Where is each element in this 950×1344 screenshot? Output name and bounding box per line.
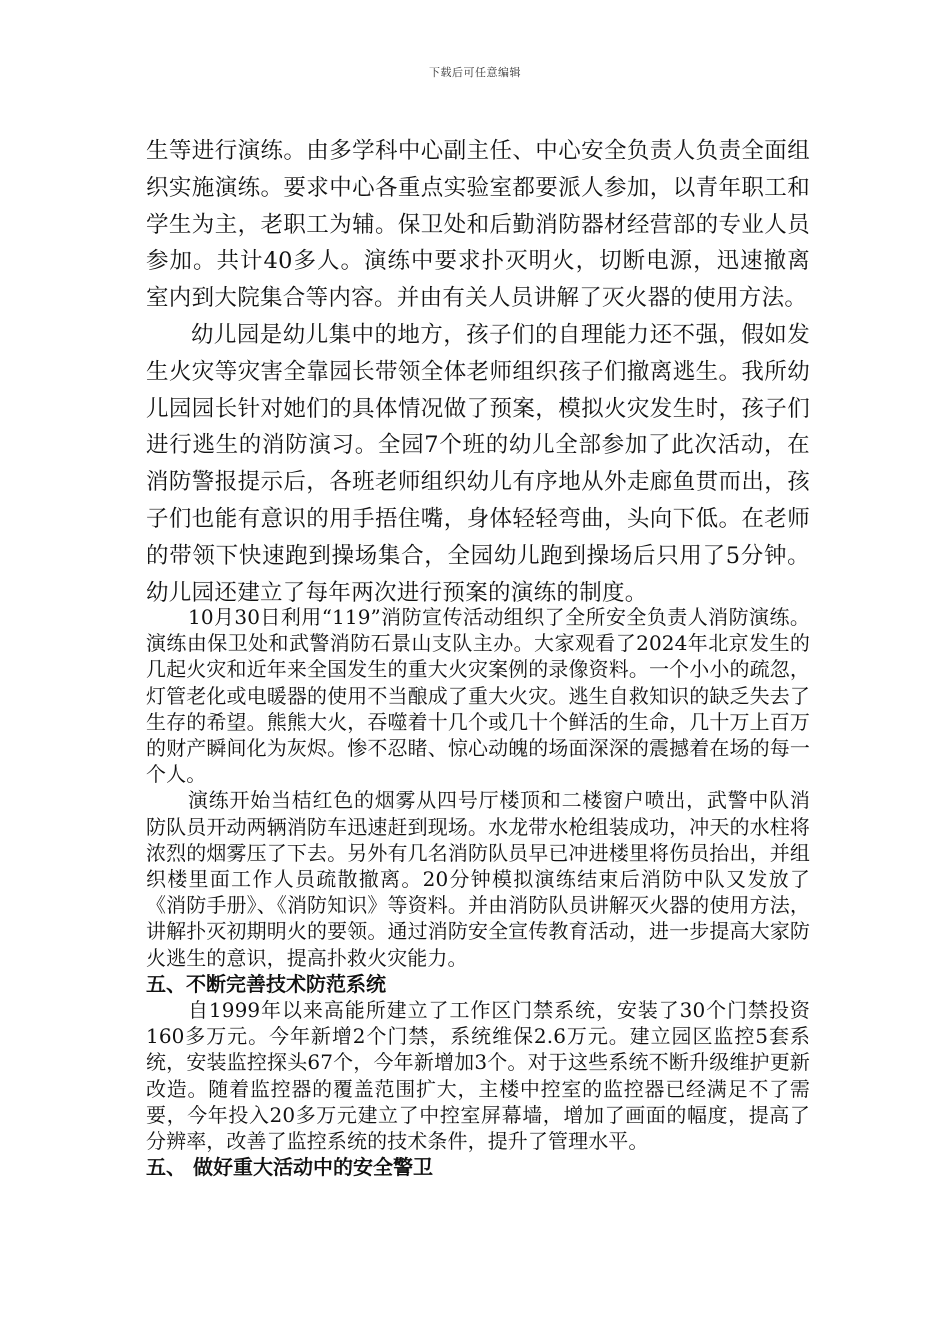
body-text-large xyxy=(146,133,810,611)
page-header: 下载后可任意编辑 xyxy=(429,66,521,79)
section-heading-security: 五、 做好重大活动中的安全警卫 xyxy=(146,1155,433,1180)
body-text-small xyxy=(146,604,810,1180)
paragraph-4: 演练开始当桔红色的烟雾从四号厅楼顶和二楼窗户喷出，武警中队消防队员开动两辆消防车迅速赶到现场。水龙带水枪组装成功，冲天的水柱将浓烈的烟雾压了下去。另外有几名消防队员早已冲进楼里将伤员抬出，并组织楼里面工作人员疏散撤离。20分钟模拟演练结束后消防中队又发放了《消防手册》、《消防知识》等资料。并由消防队员讲解灭火器的使用方法，讲解扑灭初期明火的要领。通过消防安全宣传教育活动，进一步提高大家防火逃生的意识，提高扑救火灾能力。 xyxy=(146,788,810,970)
paragraph-3: 10月30日利用“119”消防宣传活动组织了全所安全负责人消防演练。演练由保卫处和武警消防石景山支队主办。大家观看了2024年北京发生的几起火灾和近年来全国发生的重大火灾案例的录像资料。一个小小的疏忽，灯管老化或电暖器的使用不当酿成了重大火灾。逃生自救知识的缺乏失去了生存的希望。熊熊大火，吞噬着十几个或几十个鲜活的生命，几十万上百万的财产瞬间化为灰烬。惨不忍睹、惊心动魄的场面深深的震撼着在场的每一个人。 xyxy=(146,605,810,787)
paragraph-2: 幼儿园是幼儿集中的地方，孩子们的自理能力还不强，假如发生火灾等灾害全靠园长带领全体老师组织孩子们撤离逃生。我所幼儿园园长针对她们的具体情况做了预案，模拟火灾发生时，孩子们进行逃生的消防演习。全园7个班的幼儿全部参加了此次活动，在消防警报提示后，各班老师组织幼儿有序地从外走廊鱼贯而出，孩子们也能有意识的用手捂住嘴，身体轻轻弯曲，头向下低。在老师的带领下快速跑到操场集合，全园幼儿跑到操场后只用了5分钟。幼儿园还建立了每年两次进行预案的演练的制度。 xyxy=(146,321,810,606)
paragraph-5: 自1999年以来高能所建立了工作区门禁系统，安装了30个门禁投资160多万元。今年新增2个门禁，系统维保2.6万元。建立园区监控5套系统，安装监控探头67个，今年新增加3个。对于这些系统不断升级维护更新改造。随着监控器的覆盖范围扩大，主楼中控室的监控器已经满足不了需要，今年投入20多万元建立了中控室屏幕墙，增加了画面的幅度，提高了分辨率，改善了监控系统的技术条件，提升了管理水平。 xyxy=(146,998,810,1154)
paragraph-1: 生等进行演练。由多学科中心副主任、中心安全负责人负责全面组织实施演练。要求中心各重点实验室都要派人参加，以青年职工和学生为主，老职工为辅。保卫处和后勤消防器材经营部的专业人员参加。共计40多人。演练中要求扑灭明火，切断电源，迅速撤离室内到大院集合等内容。并由有关人员讲解了灭火器的使用方法。 xyxy=(146,138,810,312)
section-heading-tech-defense: 五、不断完善技术防范系统 xyxy=(146,971,386,996)
